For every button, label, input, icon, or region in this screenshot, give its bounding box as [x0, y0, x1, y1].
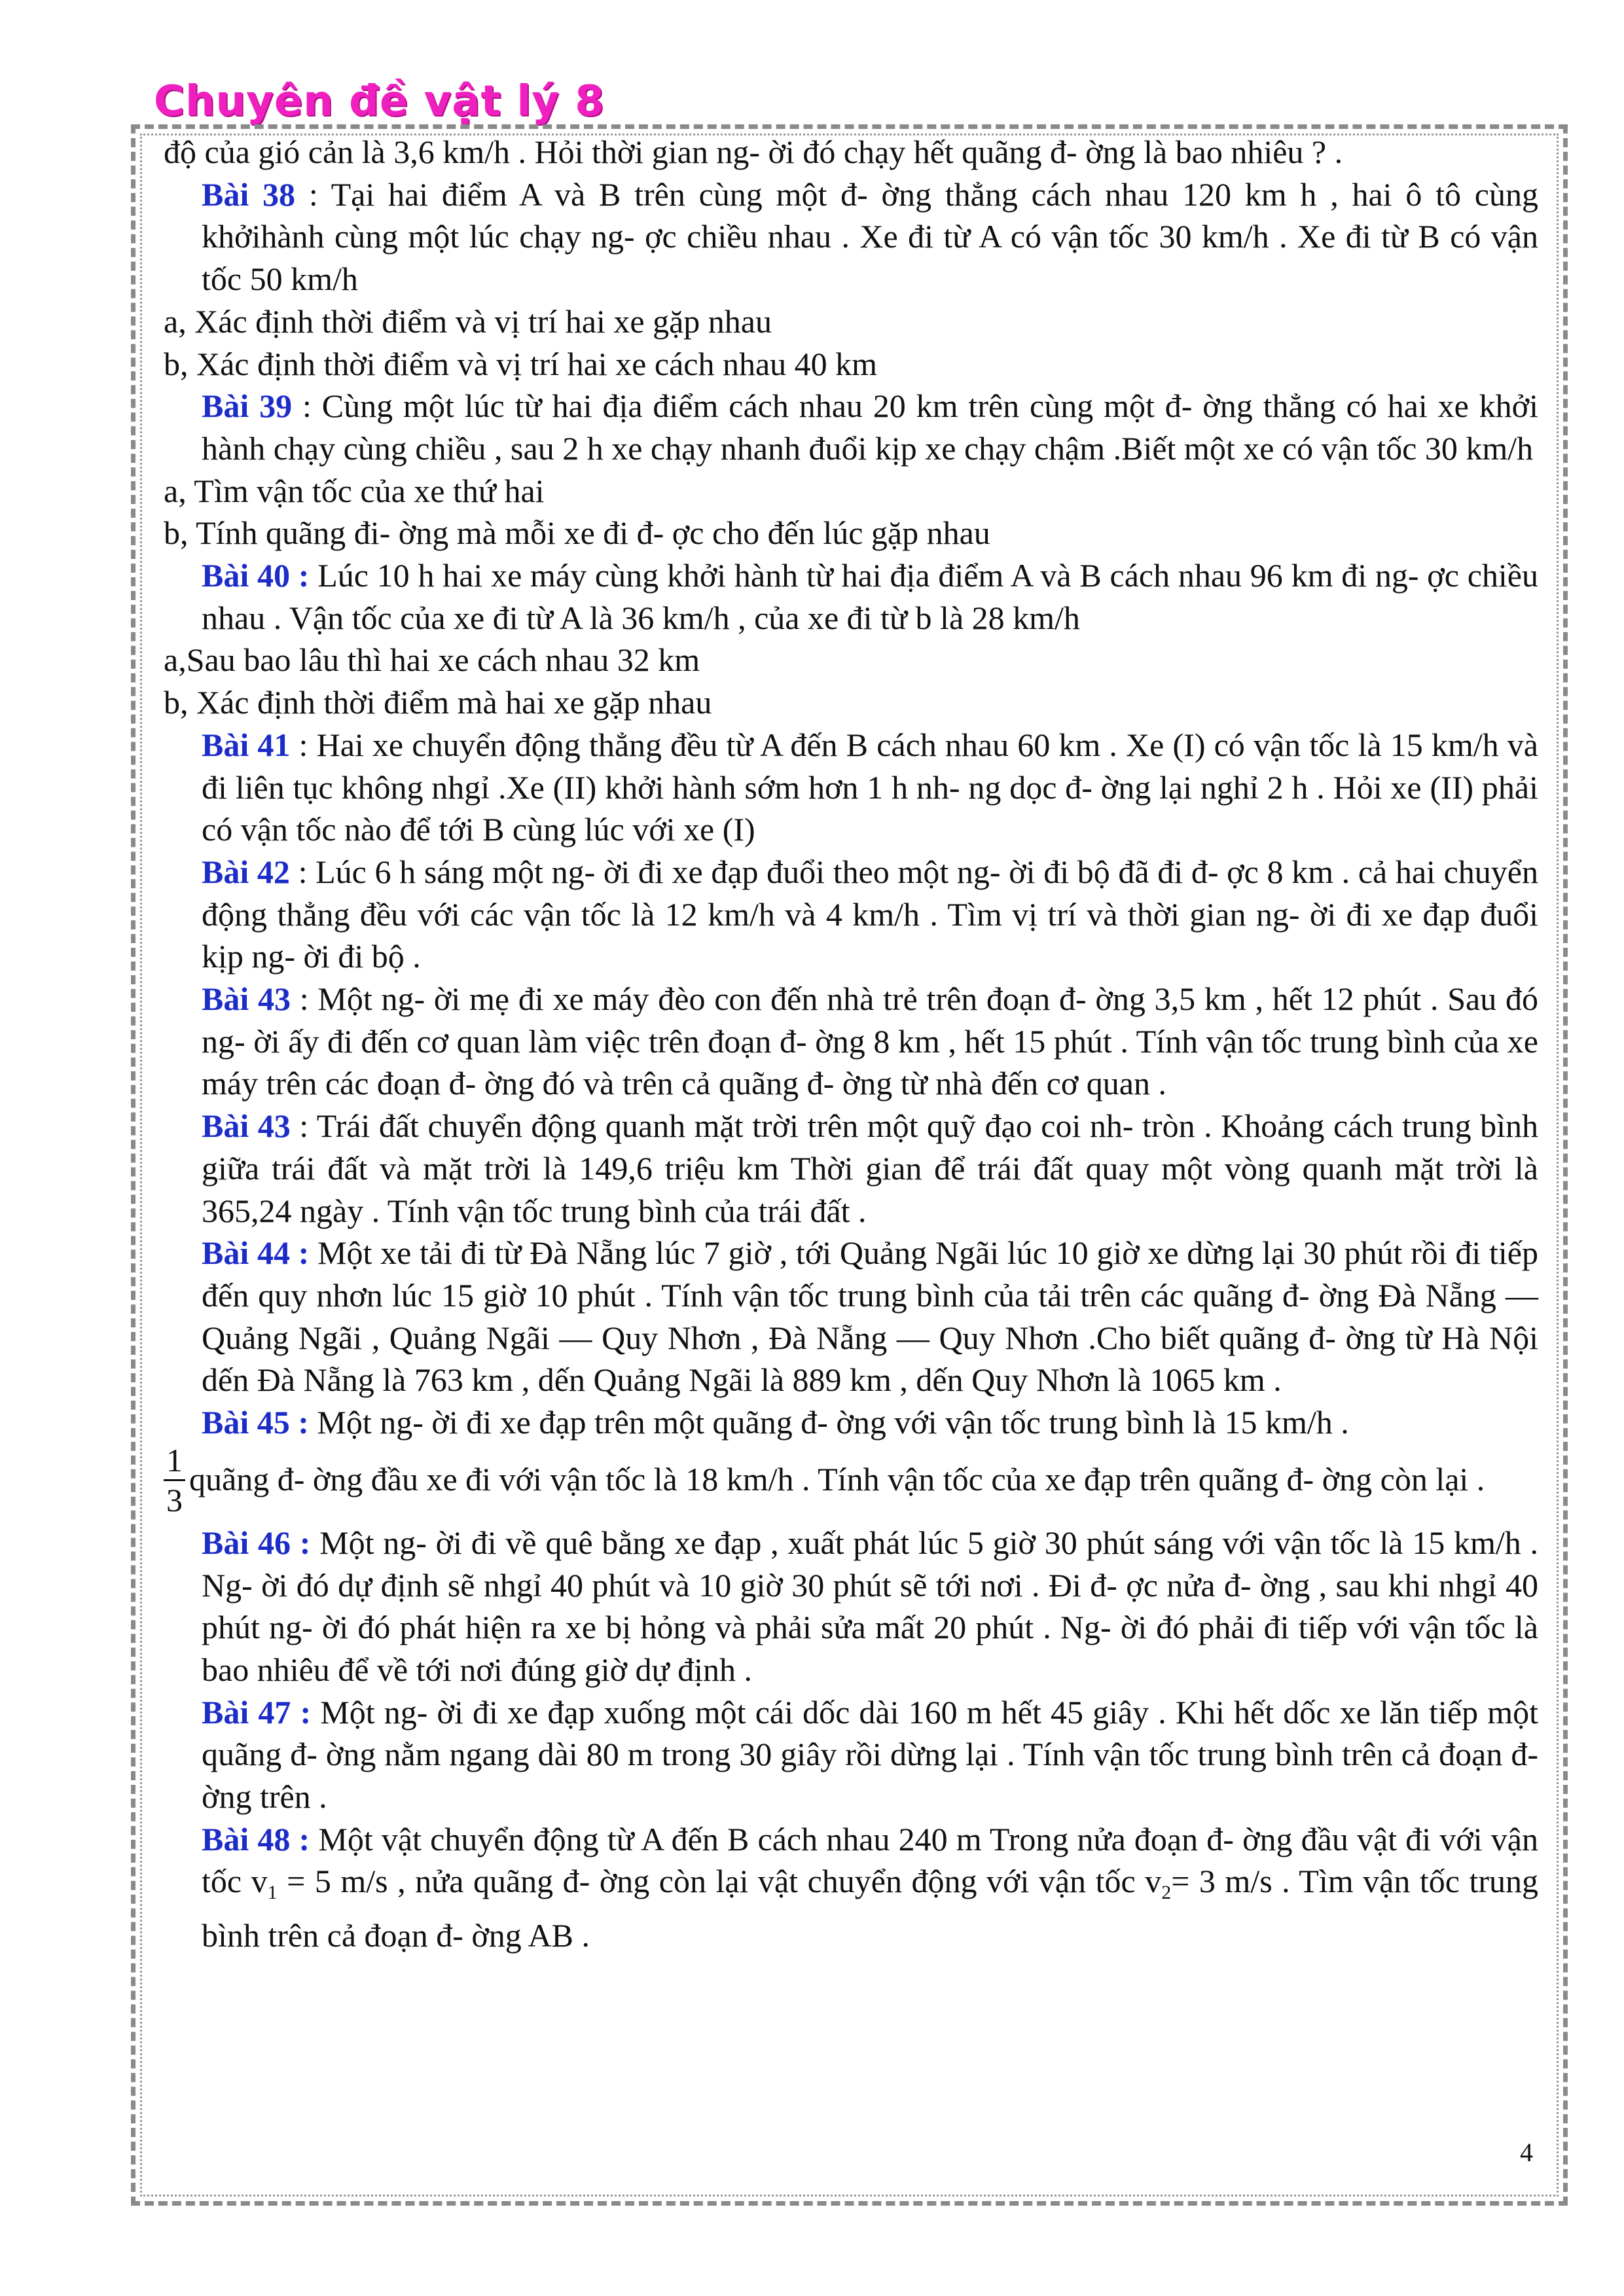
problem-38 [164, 173, 1538, 300]
problem-46-text: Một ng- ời đi về quê bằng xe đạp , xuất phát lúc 5 giờ 30 phút sáng với vận tốc là 15 km/h . Ng- ời đó dự định sẽ nhgỉ 40 phút và 10 giờ 30 phút sẽ tới nơi . Đi đ- ợc nửa đ- ờng , sau khi nhgỉ 40 phút ng- ời đó phát hiện ra xe bị hỏng và phải sửa mất 20 phút . Ng- ời đó phải đi tiếp với vận tốc là bao nhiêu để về tới nơi đúng giờ dự định . [202, 1524, 1539, 1688]
document-header-title: Chuyên đề vật lý 8 [154, 77, 605, 126]
problem-41 [164, 724, 1538, 851]
problem-39-part-b: b, Tính quãng đi- ờng mà mỗi xe đi đ- ợc cho đến lúc gặp nhau [164, 514, 990, 552]
document-body [164, 131, 1538, 1957]
problem-48-text-b: = 5 m/s , nửa quãng đ- ờng còn lại vật chuyển động với vận tốc v [277, 1863, 1162, 1900]
subscript-1: 1 [267, 1882, 278, 1904]
problem-45-label: Bài 45 : [202, 1404, 309, 1441]
problem-40-label: Bài 40 : [202, 557, 310, 594]
problem-39 [164, 385, 1538, 469]
problem-48-text-a: Một vật chuyển động từ A đến B cách nhau 240 m Trong nửa đoạn đ- ờng đầu vật đi với vận tốc v [202, 1820, 1538, 1900]
page-number: 4 [1520, 2138, 1533, 2167]
problem-43-earth-label: Bài 43 [202, 1107, 291, 1145]
problem-48-label: Bài 48 : [202, 1820, 310, 1857]
problem-43-earth [164, 1105, 1538, 1232]
problem-42-text: : Lúc 6 h sáng một ng- ời đi xe đạp đuổi theo một ng- ời đi bộ đã đi đ- ợc 8 km . cả hai chuyển động thẳng đều với các vận tốc là 12 km/h và 4 km/h . Tìm vị trí và thời gian ng- ời đi xe đạp đuổi kịp ng- ời đi bộ . [202, 853, 1538, 975]
problem-45-continued [164, 1441, 1538, 1522]
problem-40-part-b: b, Xác định thời điểm mà hai xe gặp nhau [164, 684, 712, 721]
problem-44 [164, 1232, 1538, 1401]
problem-43-mother [164, 978, 1538, 1105]
problem-38-part-b: b, Xác định thời điểm và vị trí hai xe cách nhau 40 km [164, 345, 878, 382]
problem-47 [164, 1691, 1538, 1818]
problem-47-label: Bài 47 : [202, 1693, 312, 1731]
problem-43-earth-text: : Trái đất chuyển động quanh mặt trời trên một quỹ đạo coi nh- tròn . Khoảng cách trung bình giữa trái đất và mặt trời là 149,6 triệu km Thời gian để trái đất quay một vòng quanh mặt trời là 365,24 ngày . Tính vận tốc trung bình của trái đất . [202, 1107, 1538, 1229]
problem-43-mother-text: : Một ng- ời mẹ đi xe máy đèo con đến nhà trẻ trên đoạn đ- ờng 3,5 km , hết 12 phút . Sau đó ng- ời ấy đi đến cơ quan làm việc trên đoạn đ- ờng 8 km , hết 15 phút . Tính vận tốc trung bình của xe máy trên các đoạn đ- ờng đó và trên cả quãng đ- ờng từ nhà đến cơ quan . [202, 980, 1538, 1102]
problem-42-label: Bài 42 [202, 853, 290, 890]
problem-47-text: Một ng- ời đi xe đạp xuống một cái dốc dài 160 m hết 45 giây . Khi hết dốc xe lăn tiếp một quãng đ- ờng nằm ngang dài 80 m trong 30 giây rồi dừng lại . Tính vận tốc trung bình trên cả đoạn đ- ờng trên . [202, 1693, 1539, 1816]
fraction-numerator: 1 [164, 1441, 185, 1481]
problem-38-label: Bài 38 [202, 175, 296, 213]
problem-44-label: Bài 44 : [202, 1234, 310, 1272]
lead-line-text: độ của gió cản là 3,6 km/h . Hỏi thời gian ng- ời đó chạy hết quãng đ- ờng là bao nhiêu ? . [164, 134, 1343, 170]
problem-42 [164, 851, 1538, 978]
subscript-2: 2 [1161, 1882, 1172, 1904]
problem-44-text: Một xe tải đi từ Đà Nẵng lúc 7 giờ , tới Quảng Ngãi lúc 10 giờ xe dừng lại 30 phút rồi đi tiếp đến quy nhơn lúc 15 giờ 10 phút . Tính vận tốc trung bình của tải trên các quãng đ- ờng Đà Nẵng — Quảng Ngãi , Quảng Ngãi — Quy Nhơn , Đà Nẵng — Quy Nhơn .Cho biết quãng đ- ờng từ Hà Nội dến Đà Nẵng là 763 km , dến Quảng Ngãi là 889 km , dến Quy Nhơn là 1065 km . [202, 1234, 1539, 1399]
problem-45-text: Một ng- ời đi xe đạp trên một quãng đ- ờng với vận tốc trung bình là 15 km/h . [317, 1404, 1349, 1441]
problem-46 [164, 1522, 1538, 1691]
fraction-one-third [164, 1441, 185, 1519]
problem-48 [164, 1818, 1538, 1957]
problem-39-text: : Cùng một lúc từ hai địa điểm cách nhau 20 km trên cùng một đ- ờng thẳng có hai xe khởi hành chạy cùng chiều , sau 2 h xe chạy nhanh đuổi kịp xe chạy chậm .Biết một xe có vận tốc 30 km/h [202, 387, 1539, 467]
problem-41-text: : Hai xe chuyển động thẳng đều từ A đến B cách nhau 60 km . Xe (I) có vận tốc là 15 km/h và đi liên tục không nhgỉ .Xe (II) khởi hành sớm hơn 1 h nh- ng dọc đ- ờng lại nghỉ 2 h . Hỏi xe (II) phải có vận tốc nào để tới B cùng lúc với xe (I) [202, 726, 1538, 848]
problem-48-text-c: = 3 m/s . Tìm vận tốc trung bình trên cả đoạn đ- ờng AB . [202, 1863, 1538, 1954]
problem-45 [164, 1401, 1538, 1444]
problem-45-text-2: quãng đ- ờng đầu xe đi với vận tốc là 18 km/h . Tính vận tốc của xe đạp trên quãng đ- ờng còn lại . [189, 1460, 1485, 1498]
problem-40 [164, 554, 1538, 639]
problem-40-part-a: a,Sau bao lâu thì hai xe cách nhau 32 km [164, 641, 700, 679]
problem-41-label: Bài 41 [202, 726, 291, 763]
problem-38-part-a: a, Xác định thời điểm và vị trí hai xe gặp nhau [164, 302, 772, 340]
lead-line [164, 131, 1538, 173]
problem-38-text: : Tại hai điểm A và B trên cùng một đ- ờng thẳng cách nhau 120 km h , hai ô tô cùng khởihành cùng một lúc chạy ng- ợc chiều nhau . Xe đi từ A có vận tốc 30 km/h . Xe đi từ B có vận tốc 50 km/h [202, 175, 1538, 298]
problem-40-text: Lúc 10 h hai xe máy cùng khởi hành từ hai địa điểm A và B cách nhau 96 km đi ng- ợc chiều nhau . Vận tốc của xe đi từ A là 36 km/h , của xe đi từ b là 28 km/h [202, 557, 1538, 636]
problem-43-mother-label: Bài 43 [202, 980, 291, 1018]
problem-46-label: Bài 46 : [202, 1524, 311, 1561]
problem-39-label: Bài 39 [202, 387, 293, 425]
problem-39-part-a: a, Tìm vận tốc của xe thứ hai [164, 472, 545, 509]
fraction-denominator: 3 [166, 1481, 183, 1518]
